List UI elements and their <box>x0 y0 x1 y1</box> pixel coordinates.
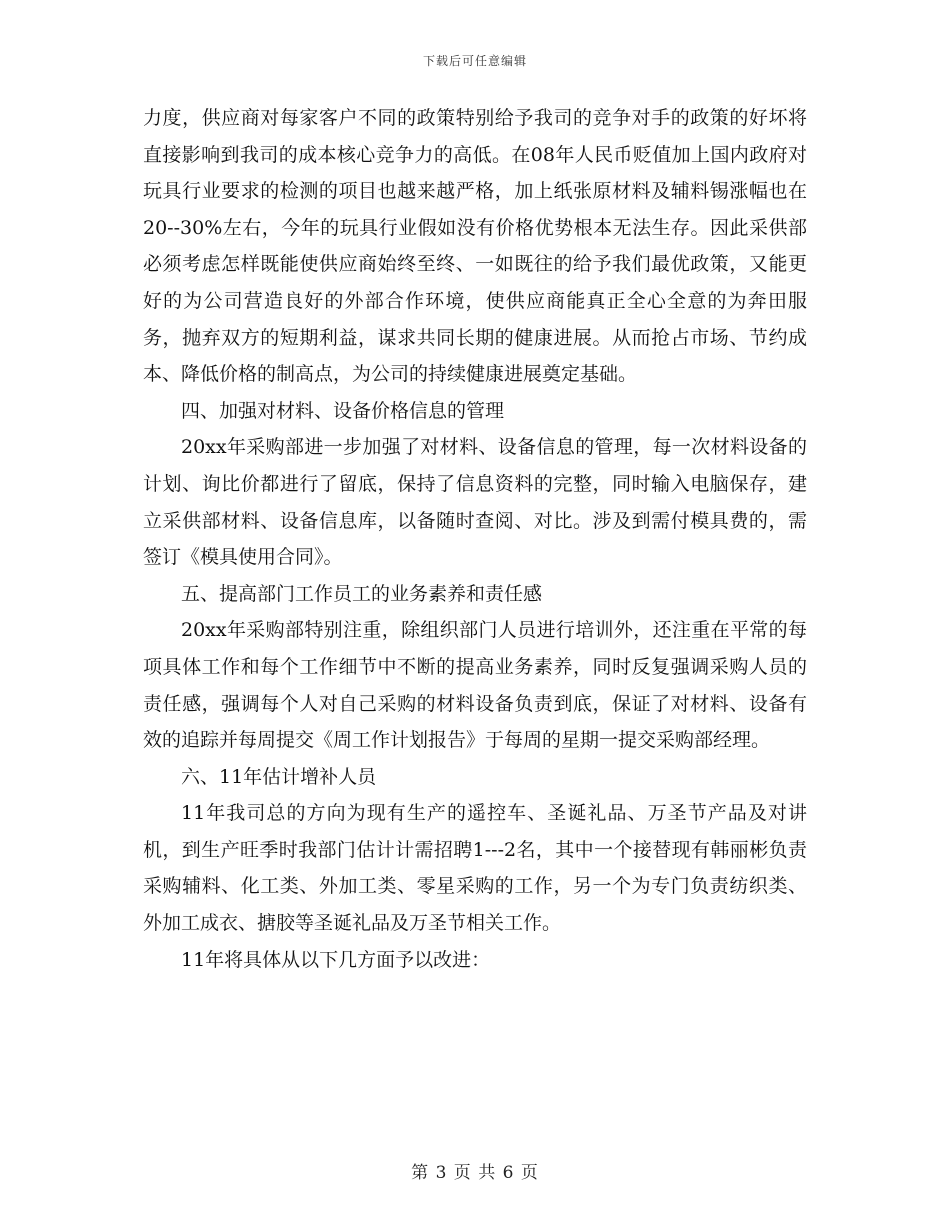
paragraph-section-6: 11年我司总的方向为现有生产的遥控车、圣诞礼品、万圣节产品及对讲机，到生产旺季时我部门估计计需招聘1---2名，其中一个接替现有韩丽彬负责采购辅料、化工类、外加工类、零星采购的工作，另一个为专门负责纺织类、外加工成衣、搪胶等圣诞礼品及万圣节相关工作。 <box>143 802 807 935</box>
paragraph-improvements-intro: 11年将具体从以下几方面予以改进： <box>181 948 491 971</box>
paragraph-section-4: 20xx年采购部进一步加强了对材料、设备信息的管理，每一次材料设备的计划、询比价都进行了留底，保持了信息资料的完整，同时输入电脑保存，建立采供部材料、设备信息库，以备随时查阅、对比。涉及到需付模具费的，需签订《模具使用合同》。 <box>143 436 807 569</box>
paragraph-section-5: 20xx年采购部特别注重，除组织部门人员进行培训外，还注重在平常的每项具体工作和每个工作细节中不断的提高业务素养，同时反复强调采购人员的责任感，强调每个人对自己采购的材料设备负责到底，保证了对材料、设备有效的追踪并每周提交《周工作计划报告》于每周的星期一提交采购部经理。 <box>143 619 807 752</box>
document-body <box>143 100 807 978</box>
section-heading-4: 四、加强对材料、设备价格信息的管理 <box>181 399 505 422</box>
section-heading-5: 五、提高部门工作员工的业务素养和责任感 <box>181 582 543 605</box>
page-footer: 第 3 页 共 6 页 <box>411 1163 539 1183</box>
paragraph-continuation: 力度，供应商对每家客户不同的政策特别给予我司的竞争对手的政策的好坏将直接影响到我司的成本核心竞争力的高低。在08年人民币贬值加上国内政府对玩具行业要求的检测的项目也越来越严格，加上纸张原材料及辅料锡涨幅也在20--30%左右，今年的玩具行业假如没有价格优势根本无法生存。因此采供部必须考虑怎样既能使供应商始终至终、一如既往的给予我们最优政策，又能更好的为公司营造良好的外部合作环境，使供应商能真正全心全意的为奔田服务，抛弃双方的短期利益，谋求共同长期的健康进展。从而抢占市场、节约成本、降低价格的制高点，为公司的持续健康进展奠定基础。 <box>143 107 807 386</box>
section-heading-6: 六、11年估计增补人员 <box>181 765 377 788</box>
page-header: 下载后可任意编辑 <box>422 54 527 68</box>
